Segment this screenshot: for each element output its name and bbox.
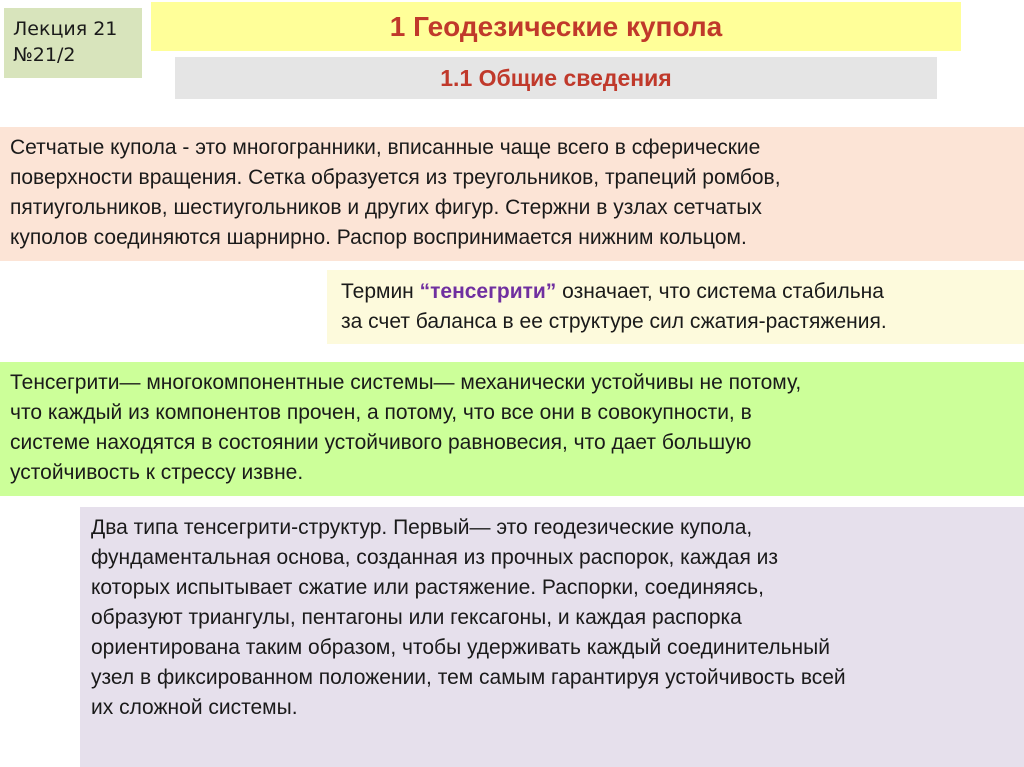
text-line: которых испытывает сжатие или растяжение. Распорки, соединяясь,	[91, 576, 764, 599]
term-prefix: Термин	[341, 280, 420, 303]
text-line: поверхности вращения. Сетка образуется из треугольников, трапеций ромбов,	[10, 166, 781, 189]
text-line: Два типа тенсегрити-структур. Первый— это геодезические купола,	[91, 516, 753, 539]
section-subtitle: 1.1 Общие сведения	[175, 57, 937, 99]
text-line: узел в фиксированном положении, тем самым гарантируя устойчивость всей	[91, 666, 846, 689]
text-block-tensegrity-definition	[0, 362, 1024, 496]
text-block-tensegrity-term	[327, 270, 1024, 344]
text-line: Сетчатые купола - это многогранники, вписанные чаще всего в сферические	[10, 136, 761, 159]
text-line: устойчивость к стрессу извне.	[10, 461, 304, 484]
text-line: системе находятся в состоянии устойчивого равновесия, что дает большую	[10, 431, 752, 454]
page-title: 1 Геодезические купола	[151, 2, 961, 51]
lecture-label	[4, 8, 142, 78]
term-highlight: “тенсегрити”	[419, 280, 557, 303]
text-line: их сложной системы.	[91, 696, 298, 719]
text-line: фундаментальная основа, созданная из прочных распорок, каждая из	[91, 546, 779, 569]
text-block-lattice-domes	[0, 127, 1024, 261]
text-line: Тенсегрити— многокомпонентные системы— механически устойчивы не потому,	[10, 371, 802, 394]
text-line: образуют триангулы, пентагоны или гексагоны, и каждая распорка	[91, 606, 742, 629]
text-line: ориентирована таким образом, чтобы удерживать каждый соединительный	[91, 636, 830, 659]
text-line: что каждый из компонентов прочен, а потому, что все они в совокупности, в	[10, 401, 752, 424]
text-line: куполов соединяются шарнирно. Распор воспринимается нижним кольцом.	[10, 226, 747, 249]
term-suffix: означает, что система стабильна	[556, 280, 884, 303]
lecture-code: №21/2	[13, 44, 76, 66]
lecture-number: Лекция 21	[13, 18, 118, 40]
text-block-tensegrity-types	[80, 507, 1024, 767]
text-line	[341, 277, 1010, 307]
text-line: за счет баланса в ее структуре сил сжатия-растяжения.	[341, 310, 887, 333]
text-line: пятиугольников, шестиугольников и других фигур. Стержни в узлах сетчатых	[10, 196, 762, 219]
